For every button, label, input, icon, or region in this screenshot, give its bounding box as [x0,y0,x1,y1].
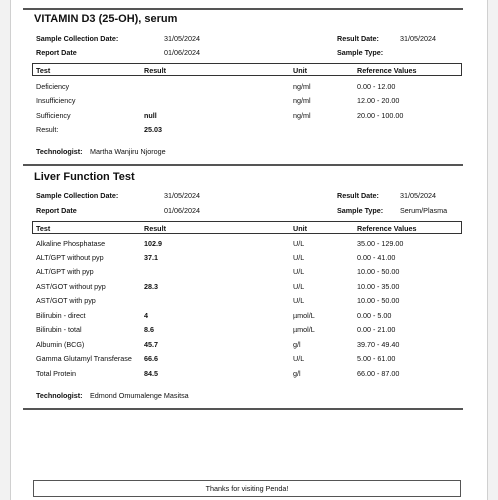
test-result: 25.03 [144,125,162,134]
liver-header-test: Test [36,224,51,233]
vitamin-header-test: Test [36,66,51,75]
test-name: AST/GOT with pyp [36,296,96,305]
test-name: Total Protein [36,369,76,378]
test-reference: 12.00 - 20.00 [357,96,400,105]
test-name: Bilirubin - total [36,325,82,334]
test-unit: g/l [293,369,301,378]
test-reference: 35.00 - 129.00 [357,239,404,248]
test-name: Sufficiency [36,111,71,120]
test-reference: 5.00 - 61.00 [357,354,396,363]
vitamin-report-date-value: 01/06/2024 [164,48,200,57]
test-reference: 10.00 - 50.00 [357,267,400,276]
vitamin-collection-date-value: 31/05/2024 [164,34,200,43]
test-unit: µmol/L [293,325,315,334]
test-name: ALT/GPT with pyp [36,267,94,276]
table-row [0,296,498,310]
test-reference: 10.00 - 50.00 [357,296,400,305]
test-result: null [144,111,157,120]
test-unit: U/L [293,296,305,305]
vitamin-header-ref: Reference Values [357,66,417,75]
test-result: 45.7 [144,340,158,349]
test-unit: ng/ml [293,111,311,120]
vitamin-header-unit: Unit [293,66,307,75]
test-name: Alkaline Phosphatase [36,239,106,248]
liver-sample-type-label: Sample Type: [337,206,384,215]
table-row [0,239,498,253]
table-row [0,369,498,383]
table-row [0,311,498,325]
table-row [0,340,498,354]
liver-report-date-label: Report Date [36,206,77,215]
vitamin-technologist-name: Martha Wanjiru Njoroge [90,147,166,156]
test-reference: 0.00 - 5.00 [357,311,392,320]
table-row [0,325,498,339]
test-reference: 0.00 - 21.00 [357,325,396,334]
table-row [0,82,498,96]
test-result: 4 [144,311,148,320]
test-result: 28.3 [144,282,158,291]
test-unit: U/L [293,239,305,248]
test-name: Albumin (BCG) [36,340,85,349]
vitamin-sample-type-label: Sample Type: [337,48,384,57]
test-result: 102.9 [144,239,162,248]
liver-result-date-value: 31/05/2024 [400,191,436,200]
vitamin-technologist-label: Technologist: [36,147,83,156]
table-row [0,96,498,110]
test-reference: 39.70 - 49.40 [357,340,400,349]
liver-section-title: Liver Function Test [34,171,135,183]
test-unit: g/l [293,340,301,349]
table-row [0,111,498,125]
liver-header-result: Result [144,224,166,233]
test-unit: U/L [293,282,305,291]
test-result: 66.6 [144,354,158,363]
test-name: Result: [36,125,59,134]
vitamin-result-date-value: 31/05/2024 [400,34,436,43]
test-unit: U/L [293,267,305,276]
test-unit: U/L [293,253,305,262]
test-name: Insufficiency [36,96,76,105]
test-unit: ng/ml [293,82,311,91]
vitamin-section-title: VITAMIN D3 (25-OH), serum [34,13,178,25]
table-row [0,282,498,296]
table-row [0,354,498,368]
test-name: Bilirubin - direct [36,311,86,320]
test-name: Gamma Glutamyl Transferase [36,354,132,363]
vitamin-collection-date-label: Sample Collection Date: [36,34,119,43]
test-reference: 0.00 - 41.00 [357,253,396,262]
test-name: AST/GOT without pyp [36,282,106,291]
liver-header-unit: Unit [293,224,307,233]
test-result: 8.6 [144,325,154,334]
liver-technologist-label: Technologist: [36,391,83,400]
test-reference: 66.00 - 87.00 [357,369,400,378]
section-divider [23,164,463,166]
table-row [0,253,498,267]
liver-result-date-label: Result Date: [337,191,379,200]
test-name: Deficiency [36,82,70,91]
liver-sample-type-value: Serum/Plasma [400,206,448,215]
test-name: ALT/GPT without pyp [36,253,104,262]
liver-technologist-name: Edmond Omumalenge Masitsa [90,391,189,400]
table-row [0,267,498,281]
test-reference: 20.00 - 100.00 [357,111,404,120]
liver-header-ref: Reference Values [357,224,417,233]
liver-report-date-value: 01/06/2024 [164,206,200,215]
test-reference: 10.00 - 35.00 [357,282,400,291]
test-unit: U/L [293,354,305,363]
test-result: 37.1 [144,253,158,262]
vitamin-header-result: Result [144,66,166,75]
test-result: 84.5 [144,369,158,378]
vitamin-report-date-label: Report Date [36,48,77,57]
test-unit: ng/ml [293,96,311,105]
test-reference: 0.00 - 12.00 [357,82,396,91]
liver-collection-date-label: Sample Collection Date: [36,191,119,200]
bottom-divider [23,408,463,410]
top-divider [23,8,463,10]
test-unit: µmol/L [293,311,315,320]
vitamin-result-date-label: Result Date: [337,34,379,43]
table-row [0,125,498,139]
footer-message: Thanks for visiting Penda! [33,480,461,497]
liver-collection-date-value: 31/05/2024 [164,191,200,200]
